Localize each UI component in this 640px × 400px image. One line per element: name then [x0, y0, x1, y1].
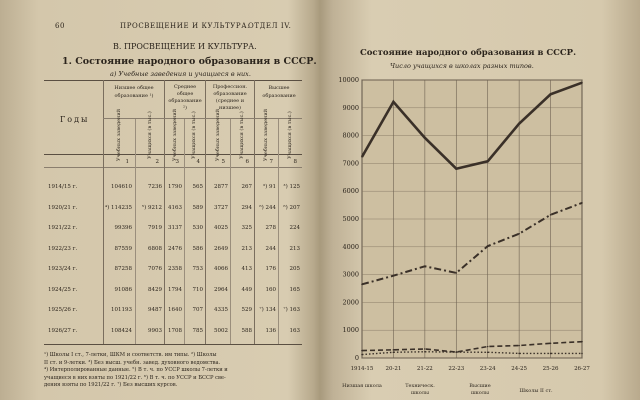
subheader-rule: [103, 118, 302, 119]
table-cell: 99396: [114, 225, 132, 231]
col-divider: [254, 80, 255, 344]
row-year: 1923/24 г.: [48, 266, 78, 272]
table-cell: 7919: [148, 225, 162, 231]
subheader-students: Учащихся (в тыс.): [191, 111, 197, 159]
table-cell: 449: [241, 286, 252, 293]
table-title: 1. Состояние народного образования в СССР.: [62, 56, 317, 67]
table-cell: 7236: [148, 184, 162, 190]
table-cell: 136: [265, 327, 276, 334]
data-point: [487, 346, 489, 348]
data-point: [393, 351, 395, 353]
table-cell: 4163: [168, 204, 182, 211]
table-cell: 163: [289, 327, 300, 334]
data-point: [581, 202, 583, 204]
data-point: [393, 349, 395, 351]
data-point: [550, 214, 552, 216]
table-cell: 8429: [148, 286, 162, 293]
table-cell: 325: [241, 225, 252, 231]
label-primary-school: Низшая школа: [342, 383, 382, 389]
x-tick-label: 25-26: [542, 366, 559, 372]
subheader-students: Учащихся (в тыс.): [287, 111, 293, 159]
col-divider: [135, 118, 136, 344]
col-divider: [164, 80, 165, 344]
col-divider: [103, 80, 104, 344]
subheader-institutions: Учебных заведений: [263, 108, 269, 162]
column-number: 3: [175, 159, 179, 165]
footnote-line: дения взяты по 1921/22 г. ⁷) Без высших курсов.: [44, 382, 178, 388]
column-number: 2: [155, 159, 159, 165]
data-point: [550, 93, 552, 95]
table-cell: 4066: [214, 266, 228, 272]
data-point: [361, 354, 363, 356]
column-number: 1: [125, 159, 129, 165]
data-point: [581, 353, 583, 355]
data-point: [518, 123, 520, 125]
table-cell: ⁴) 114235: [104, 204, 132, 211]
column-number: 6: [245, 159, 249, 165]
table-cell: ⁶) 207: [283, 204, 300, 211]
row-year: 1914/15 г.: [48, 184, 78, 190]
y-tick-label: 1000: [342, 326, 359, 335]
column-number: 4: [196, 159, 200, 165]
page-number: 60: [55, 22, 66, 30]
x-tick-label: 21-22: [416, 366, 433, 372]
x-tick-label: 20-21: [385, 366, 402, 372]
part-label: ОТДЕЛ IV.: [248, 22, 292, 30]
subheader-institutions: Учебных заведений: [172, 108, 178, 162]
data-point: [393, 275, 395, 277]
table-cell: 1708: [168, 327, 182, 334]
data-point: [550, 353, 552, 355]
table-cell: 3137: [168, 225, 182, 231]
table-cell: 294: [241, 204, 252, 211]
table-cell: 4025: [214, 225, 228, 231]
table-bottom-rule: [44, 344, 302, 345]
data-point: [455, 272, 457, 274]
section-heading: В. ПРОСВЕЩЕНИЕ И КУЛЬТУРА.: [113, 42, 257, 51]
y-tick-label: 10000: [338, 76, 359, 84]
data-point: [455, 168, 457, 170]
label-higher-school: Высшие школы: [469, 383, 491, 396]
table-cell: 7076: [148, 266, 162, 272]
data-point: [518, 353, 520, 355]
y-tick-label: 9000: [342, 103, 359, 112]
data-point: [424, 351, 426, 353]
table-cell: 6808: [148, 245, 162, 252]
table-subtitle: а) Учебные заведения и учащиеся в них.: [110, 70, 251, 78]
table-cell: 267: [241, 184, 252, 190]
table-cell: ³) 125: [283, 184, 300, 190]
footnote-line: учащиеся в них взяты по 1921/22 г. ⁶) В т. ч. по УССР и БССР све-: [44, 374, 226, 381]
column-number: 8: [293, 159, 297, 165]
y-tick-label: 2000: [342, 298, 359, 307]
table-cell: 213: [289, 245, 300, 252]
table-cell: 9487: [148, 307, 162, 313]
table-cell: 87258: [114, 266, 132, 272]
label-technical-school: Техническ. школы: [405, 383, 435, 396]
table-cell: ⁷) 134: [259, 307, 276, 313]
data-point: [581, 341, 583, 343]
data-point: [518, 233, 520, 235]
x-tick-label: 26-27: [574, 366, 590, 372]
table-cell: 108424: [111, 327, 132, 334]
y-tick-label: 0: [354, 354, 359, 362]
row-year: 1920/21 г.: [48, 204, 78, 211]
group-header-primary: Низшее общее образование ¹): [114, 85, 154, 99]
data-point: [487, 245, 489, 247]
subheader-institutions: Учебных заведений: [215, 108, 221, 162]
table-cell: 176: [265, 266, 276, 272]
subheader-students: Учащихся (в тыс.): [239, 111, 245, 159]
table-cell: 205: [289, 266, 300, 272]
table-cell: 413: [241, 266, 252, 272]
table-cell: 530: [192, 225, 203, 231]
x-tick-label: 22-23: [448, 366, 465, 372]
footnote-line: ¹) Школы I ст., 7-летки, ШКМ и соответств. им типы. ²) Школы: [44, 352, 217, 358]
table-cell: ⁵) 9212: [141, 204, 162, 211]
subheader-students: Учащихся (в тыс.): [147, 111, 153, 159]
table-cell: 4335: [214, 307, 228, 313]
table-cell: 91086: [114, 286, 132, 293]
chart-subtitle: Число учащихся в школах разных типов.: [390, 62, 534, 70]
data-point: [424, 137, 426, 139]
table-cell: 278: [265, 225, 276, 231]
table-cell: 1794: [168, 286, 182, 293]
table-cell: 588: [241, 327, 252, 334]
table-cell: 101193: [111, 307, 132, 313]
row-year: 1922/23 г.: [48, 245, 78, 252]
table-cell: 244: [265, 245, 276, 252]
line-chart: [320, 0, 640, 400]
data-point: [361, 350, 363, 352]
table-cell: 2358: [168, 266, 182, 272]
data-point: [361, 284, 363, 286]
table-cell: 589: [192, 204, 203, 211]
table-cell: 165: [289, 286, 300, 293]
table-cell: 9903: [148, 327, 162, 334]
table-cell: 3727: [214, 204, 228, 211]
table-cell: 2877: [214, 184, 228, 190]
row-year: 1925/26 г.: [48, 307, 78, 313]
table-cell: 2964: [214, 286, 228, 293]
x-tick-label: 23-24: [479, 366, 496, 372]
data-point: [487, 352, 489, 354]
data-point: [424, 265, 426, 267]
table-cell: 104610: [111, 184, 132, 190]
y-tick-label: 5000: [342, 215, 359, 223]
year-header: Годы: [60, 115, 90, 124]
table-colnum-rule: [44, 167, 302, 168]
data-point: [393, 101, 395, 103]
row-year: 1926/27 г.: [48, 327, 78, 334]
table-cell: 213: [241, 245, 252, 252]
column-number: 7: [269, 159, 273, 165]
group-header-secondary: Среднее общее образование ²): [168, 84, 202, 111]
table-cell: 785: [192, 327, 203, 334]
subheader-institutions: Учебных заведений: [116, 108, 122, 162]
y-tick-label: 4000: [342, 242, 359, 251]
data-point: [581, 82, 583, 84]
table-cell: ⁶) 244: [259, 204, 276, 211]
table-cell: 87559: [114, 245, 132, 252]
footnote-line: ⁴) Интерполированные данные. ⁵) В т. ч. по УССР школы 7-летки и: [44, 367, 228, 373]
data-point: [487, 160, 489, 162]
table-cell: ³) 91: [262, 184, 276, 190]
table-cell: 707: [192, 307, 203, 313]
group-header-professional: Профессион. образование (среднее и низшее): [212, 84, 248, 111]
row-year: 1921/22 г.: [48, 225, 78, 231]
table-cell: 5002: [214, 327, 228, 334]
table-cell: 586: [192, 245, 203, 252]
footnote-line: II ст. и 9-летки. ³) Без высш. учебн. завед. духовного ведомства.: [44, 359, 221, 366]
footnotes: [44, 352, 228, 390]
row-year: 1924/25 г.: [48, 286, 78, 293]
chart-title: Состояние народного образования в СССР.: [360, 48, 577, 58]
data-point: [518, 345, 520, 347]
data-point: [550, 342, 552, 344]
table-cell: 529: [241, 307, 252, 313]
group-header-higher: Высшее образование: [262, 85, 296, 99]
right-page: [320, 0, 640, 400]
col-divider: [205, 80, 206, 344]
y-tick-label: 6000: [342, 187, 359, 196]
table-cell: 2649: [214, 245, 228, 252]
x-tick-label: 1914-15: [350, 366, 374, 372]
table-top-rule: [44, 80, 302, 81]
data-point: [361, 156, 363, 158]
data-point: [424, 348, 426, 350]
table-cell: ⁷) 163: [283, 307, 300, 313]
x-tick-label: 24-25: [511, 366, 528, 372]
table-cell: 160: [265, 286, 276, 293]
table-cell: 753: [192, 266, 203, 272]
running-head: ПРОСВЕЩЕНИЕ И КУЛЬТУРА.: [120, 22, 250, 30]
y-tick-label: 7000: [342, 159, 359, 168]
table-cell: 1640: [168, 307, 182, 313]
column-number: 5: [221, 159, 225, 165]
y-tick-label: 8000: [342, 131, 359, 140]
y-tick-label: 3000: [342, 270, 359, 279]
table-cell: 1790: [168, 184, 182, 190]
table-cell: 565: [192, 184, 203, 190]
table-cell: 710: [192, 286, 203, 293]
label-secondary-school: Школы II ст.: [519, 388, 553, 394]
table-cell: 2476: [168, 245, 182, 252]
table-cell: 224: [289, 225, 300, 231]
data-point: [455, 351, 457, 353]
